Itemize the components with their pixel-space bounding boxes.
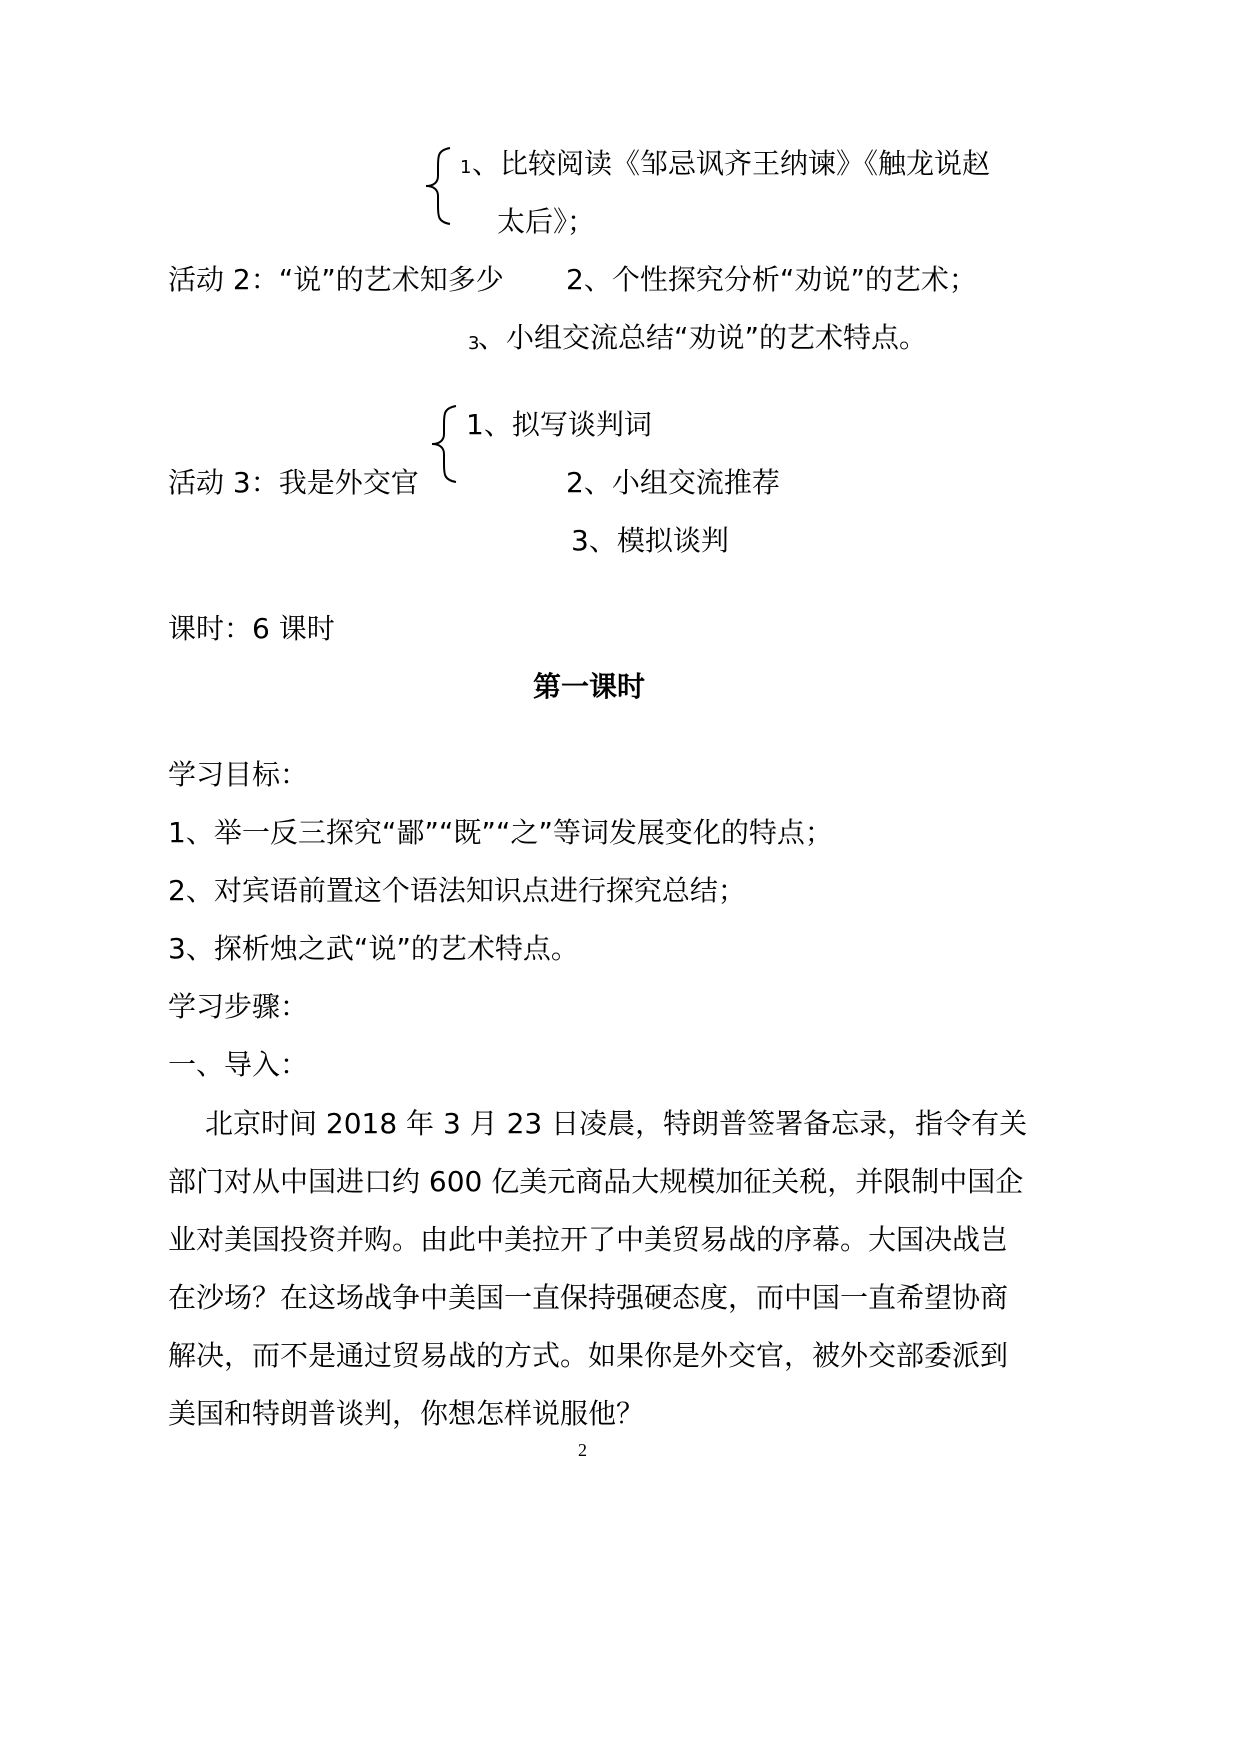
activity2-label: 活动 2：“说”的艺术知多少 xyxy=(168,263,504,296)
left-brace-icon xyxy=(420,146,460,226)
section-title: 第一课时 xyxy=(533,670,646,703)
left-brace-icon xyxy=(426,404,466,484)
activity2-item2: 2、个性探究分析“劝说”的艺术； xyxy=(566,263,977,296)
activity2-item1-number: 1 xyxy=(460,157,472,178)
activity2-item3: 、小组交流总结“劝说”的艺术特点。 xyxy=(478,321,928,354)
activity3-item2: 2、小组交流推荐 xyxy=(566,466,780,499)
activity3-item3: 3、模拟谈判 xyxy=(571,524,729,557)
class-hours: 课时：6 课时 xyxy=(168,612,335,645)
activity2-item3-number: 3 xyxy=(468,333,480,354)
intro-line: 在沙场？在这场战争中美国一直保持强硬态度，而中国一直希望协商 xyxy=(168,1281,1009,1314)
intro-line: 北京时间 2018 年 3 月 23 日凌晨，特朗普签署备忘录，指令有关 xyxy=(205,1107,1028,1140)
activity3-item1: 1、拟写谈判词 xyxy=(466,408,652,441)
objective-item: 3、探析烛之武“说”的艺术特点。 xyxy=(168,932,579,965)
activity2-item1-line1: 、比较阅读《邹忌讽齐王纳谏》《触龙说赵 xyxy=(472,147,991,180)
activity2-item1-line2: 太后》； xyxy=(497,205,596,238)
steps-heading: 学习步骤： xyxy=(168,990,309,1023)
activity3-label: 活动 3：我是外交官 xyxy=(168,466,419,499)
objectives-heading: 学习目标： xyxy=(168,758,309,791)
intro-line: 部门对从中国进口约 600 亿美元商品大规模加征关税，并限制中国企 xyxy=(168,1165,1024,1198)
intro-line: 解决，而不是通过贸易战的方式。如果你是外交官，被外交部委派到 xyxy=(168,1339,1009,1372)
intro-heading: 一、导入： xyxy=(168,1048,309,1081)
page-number: 2 xyxy=(578,1440,587,1460)
intro-line: 美国和特朗普谈判，你想怎样说服他？ xyxy=(168,1397,645,1430)
objective-item: 1、举一反三探究“鄙”“既”“之”等词发展变化的特点； xyxy=(168,816,833,849)
intro-line: 业对美国投资并购。由此中美拉开了中美贸易战的序幕。大国决战岂 xyxy=(168,1223,1009,1256)
objective-item: 2、对宾语前置这个语法知识点进行探究总结； xyxy=(168,874,746,907)
